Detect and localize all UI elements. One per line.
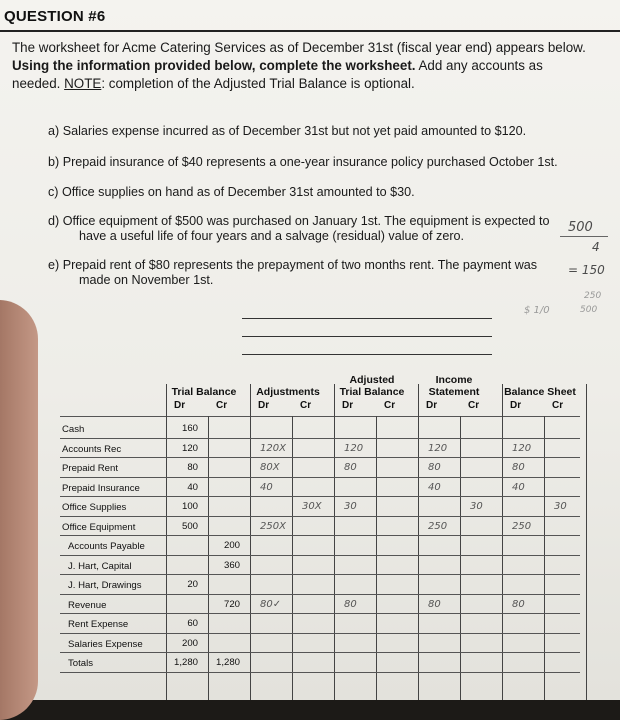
- header-adjusted-tb: Trial Balance: [339, 386, 405, 398]
- handwritten-cell: 80: [344, 462, 357, 473]
- account-name: Totals: [68, 658, 94, 669]
- amount-cell: 500: [181, 520, 198, 532]
- item-d: d) Office equipment of $500 was purchased on January 1st. The equipment is expected to: [48, 214, 550, 228]
- item-d-cont: have a useful life of four years and a salvage (residual) value of zero.: [79, 229, 465, 243]
- answer-line-1: [242, 318, 492, 319]
- handwritten-cell: 80: [512, 598, 525, 610]
- amount-cell: 20: [187, 579, 198, 590]
- item-a: a) Salaries expense incurred as of December 31st but not yet paid amounted to $120.: [48, 124, 527, 138]
- amount-cell: 1,280: [173, 657, 198, 668]
- grid-col-4: [292, 416, 293, 700]
- header-balance-sheet: Balance Sheet: [504, 386, 576, 398]
- handwritten-cell: 40: [428, 481, 441, 493]
- account-name: Revenue: [68, 599, 107, 611]
- item-c: c) Office supplies on hand as of December 31st amounted to $30.: [48, 185, 415, 199]
- account-name: Salaries Expense: [68, 638, 143, 650]
- handwritten-cell: 120: [512, 442, 532, 454]
- amount-cell: 120: [181, 442, 198, 454]
- is-cr-header: Cr: [468, 400, 480, 411]
- bs-cr-header: Cr: [552, 400, 564, 411]
- margin-note-250: 250: [584, 291, 602, 301]
- header-adjustments: Adjustments: [256, 386, 320, 398]
- account-name: Prepaid Rent: [62, 463, 118, 474]
- intro-line-3: [12, 76, 415, 91]
- item-e-cont: made on November 1st.: [79, 273, 214, 287]
- account-name: Office Equipment: [62, 521, 136, 533]
- account-name: Office Supplies: [62, 502, 127, 513]
- handwritten-cell: 250: [428, 520, 448, 532]
- header-adjusted: Adjusted: [349, 374, 395, 386]
- handwritten-cell: 30X: [302, 501, 322, 512]
- intro-line-1: The worksheet for Acme Catering Services as of December 31st (fiscal year end) appears below.: [12, 40, 586, 55]
- answer-line-2: [242, 336, 492, 337]
- handwritten-cell: 80: [428, 598, 441, 610]
- account-name: J. Hart, Drawings: [68, 580, 142, 591]
- amount-cell: 80: [187, 462, 198, 473]
- amount-cell: 720: [223, 598, 240, 610]
- handwritten-cell: 120: [344, 442, 364, 454]
- row-divider: [60, 555, 580, 556]
- header-income-statement: Statement: [428, 386, 480, 398]
- margin-note-500b: 500: [580, 305, 598, 315]
- margin-note-150: = 150: [568, 263, 605, 277]
- row-divider: [60, 496, 580, 497]
- row-divider: [60, 672, 580, 673]
- handwritten-cell: 30: [554, 501, 567, 512]
- handwritten-cell: 250: [512, 520, 532, 532]
- grid-col-6: [376, 416, 377, 700]
- account-name: J. Hart, Capital: [68, 560, 132, 572]
- answer-line-3: [242, 354, 492, 355]
- header-income: Income: [435, 374, 473, 386]
- row-divider: [60, 652, 580, 653]
- item-b: b) Prepaid insurance of $40 represents a one-year insurance policy purchased October 1st.: [48, 155, 558, 169]
- handwritten-cell: 80: [344, 598, 357, 610]
- handwritten-cell: 120: [428, 442, 448, 454]
- grid-col-11: [586, 384, 587, 700]
- amount-cell: 1,280: [215, 657, 240, 668]
- is-dr-header: Dr: [426, 400, 438, 411]
- account-name: Accounts Payable: [68, 541, 145, 552]
- tb-dr-header: Dr: [174, 400, 186, 411]
- note-text: : completion of the Adjusted Trial Balance is optional.: [101, 76, 415, 91]
- row-divider: [60, 535, 580, 536]
- row-divider: [60, 438, 580, 439]
- tb-cr-header: Cr: [216, 400, 228, 411]
- account-name: Rent Expense: [68, 619, 129, 630]
- row-divider: [60, 477, 580, 478]
- atb-dr-header: Dr: [342, 400, 354, 411]
- row-divider: [60, 574, 580, 575]
- atb-cr-header: Cr: [384, 400, 396, 411]
- account-name: Accounts Rec: [62, 443, 122, 455]
- row-divider: [60, 613, 580, 614]
- grid-col-8: [460, 416, 461, 700]
- adj-dr-header: Dr: [258, 400, 270, 411]
- intro-instruction-rest: Add any accounts as: [415, 58, 543, 73]
- thumb-overlay: [0, 300, 38, 720]
- amount-cell: 200: [181, 637, 198, 649]
- amount-cell: 100: [181, 501, 198, 512]
- adj-cr-header: Cr: [300, 400, 312, 411]
- handwritten-cell: 80X: [260, 462, 280, 473]
- intro-instruction: Using the information provided below, complete the worksheet.: [12, 58, 416, 73]
- margin-note-4: 4: [592, 240, 600, 254]
- amount-cell: 200: [223, 540, 240, 551]
- handwritten-cell: 30: [470, 501, 483, 512]
- note-label: NOTE: [64, 76, 102, 91]
- row-divider: [60, 594, 580, 595]
- handwritten-cell: 40: [512, 481, 525, 493]
- handwritten-cell: 80: [512, 462, 525, 473]
- question-heading: QUESTION #6: [4, 8, 106, 25]
- handwritten-cell: 80: [428, 462, 441, 473]
- account-name: Prepaid Insurance: [62, 482, 140, 494]
- handwritten-cell: 120X: [260, 442, 286, 454]
- amount-cell: 160: [181, 423, 198, 434]
- intro-line-2: [12, 58, 543, 73]
- bs-dr-header: Dr: [510, 400, 522, 411]
- amount-cell: 40: [187, 481, 198, 493]
- heading-divider: [0, 30, 620, 32]
- intro-needed: needed.: [12, 76, 65, 91]
- row-divider: [60, 457, 580, 458]
- row-divider: [60, 633, 580, 634]
- account-name: Cash: [62, 424, 85, 435]
- handwritten-cell: 80✓: [260, 598, 282, 610]
- margin-note-500: 500: [568, 220, 593, 235]
- header-trial-balance: Trial Balance: [171, 386, 237, 398]
- row-divider: [60, 516, 580, 517]
- margin-note-rule: [560, 236, 608, 237]
- item-e: e) Prepaid rent of $80 represents the prepayment of two months rent. The payment was: [48, 258, 538, 272]
- handwritten-cell: 250X: [260, 520, 286, 532]
- margin-note-s10: $ 1/0: [524, 305, 550, 316]
- handwritten-cell: 30: [344, 501, 357, 512]
- grid-col-10: [544, 416, 545, 700]
- amount-cell: 60: [187, 618, 198, 629]
- amount-cell: 360: [223, 559, 240, 571]
- handwritten-cell: 40: [260, 481, 273, 493]
